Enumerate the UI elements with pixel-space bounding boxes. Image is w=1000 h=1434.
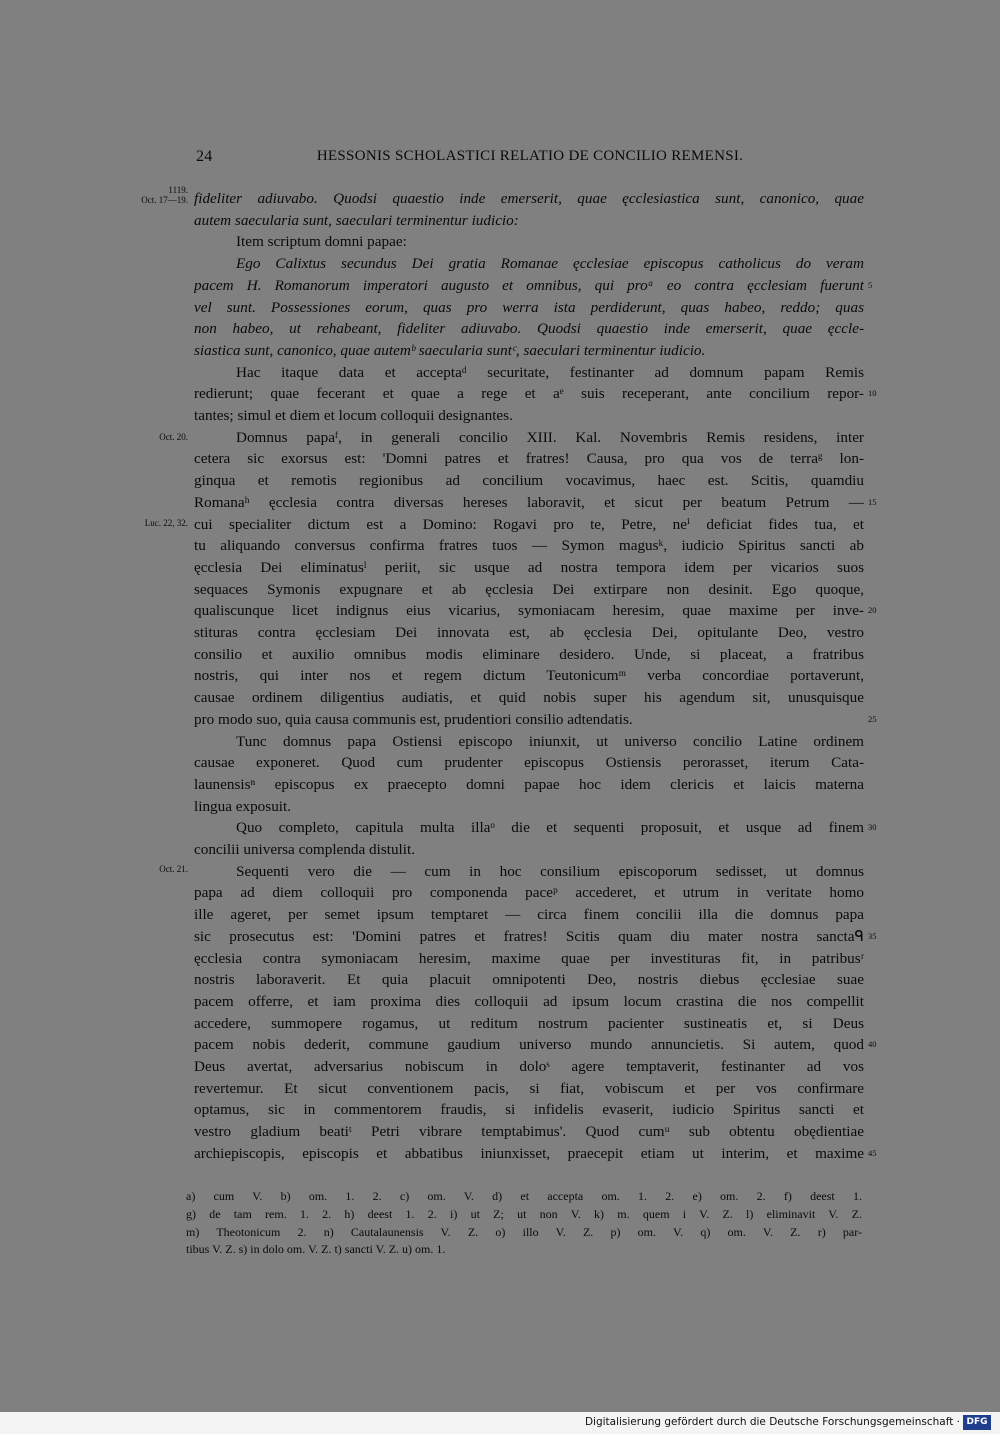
footnote-line: g) de tam rem. 1. 2. h) deest 1. 2. i) ut Z; ut non V. k) m. quem i V. Z. l) eliminavit V. Z. <box>186 1206 862 1221</box>
text-line: fideliter adiuvabo. Quodsi quaestio inde emerserit, quae ęcclesiastica sunt, canonico, quae <box>194 190 864 207</box>
line-number: 20 <box>868 605 877 616</box>
footer-bar <box>0 1412 1000 1434</box>
margin-year: 1119. <box>168 185 188 195</box>
page-number: 24 <box>196 148 213 165</box>
text-line: sic prosecutus est: 'Domini patres et fratres! Scitis quam diu mater nostra sanctaᑫ <box>194 927 864 945</box>
margin-date-2: Oct. 20. <box>159 432 188 442</box>
text-line: autem saecularia sunt, saeculari terminentur iudicio: <box>194 211 519 229</box>
text-line: cui specialiter dictum est a Domino: Rogavi pro te, Petre, neⁱ deficiat fides tua, et <box>194 515 864 533</box>
text-line: consilio et auxilio omnibus modis eliminare desidero. Unde, si placeat, a fratribus <box>194 645 864 663</box>
text-line: Sequenti vero die — cum in hoc consilium episcoporum sedisset, ut domnus <box>236 862 864 880</box>
text-line: pacem nobis dederit, commune gaudium universo mundo annuncietis. Si autem, quod <box>194 1036 864 1054</box>
text-line: launensisⁿ episcopus ex praecepto domni papae hoc idem clericis et laicis materna <box>194 775 864 793</box>
running-title: HESSONIS SCHOLASTICI RELATIO DE CONCILIO REMENSI. <box>316 148 744 164</box>
text-line: optamus, sic in commentorem fraudis, si infidelis evaserit, iudicio Spiritus sancti et <box>194 1101 864 1119</box>
text-line: papa ad diem colloquii pro componenda paceᵖ accederet, et utrum in veritate homo <box>194 884 864 902</box>
text-line: ęcclesia contra symoniacam heresim, maxime quae per investituras fit, in patribusʳ <box>194 949 864 967</box>
line-number: 40 <box>868 1039 877 1050</box>
text-line: stituras contra ęcclesiam Dei innovata est, ab ęcclesia Dei, opitulante Deo, vestro <box>194 624 864 641</box>
text-line: ille ageret, per semet ipsum temptaret — circa finem concilii illa die domnus papa <box>194 906 864 924</box>
line-number: 30 <box>868 822 877 833</box>
line-number: 25 <box>868 713 877 724</box>
text-line: pro modo suo, quia causa communis est, prudentiori consilio adtendatis. <box>194 710 633 728</box>
line-number: 15 <box>868 496 877 507</box>
text-line: tantes; simul et diem et locum colloquii designantes. <box>194 407 513 424</box>
line-number: 10 <box>868 388 877 399</box>
text-line: causae exponeret. Quod cum prudenter episcopus Ostiensis perorasset, iterum Cata- <box>194 754 864 772</box>
footnote-line: a) cum V. b) om. 1. 2. c) om. V. d) et accepta om. 1. 2. e) om. 2. f) deest 1. <box>186 1189 862 1203</box>
text-line: qualiscunque licet indignus eius vicarius, symoniacam heresim, quae maxime per inve- <box>194 602 864 620</box>
text-line: lingua exposuit. <box>194 797 292 815</box>
text-line: non habeo, ut rehabeant, fideliter adiuvabo. Quodsi quaestio inde emerserit, quae ęccle- <box>194 320 864 338</box>
text-line: Quo completo, capitula multa illaᵒ die et sequenti proposuit, et usque ad finem <box>236 819 864 837</box>
margin-date-3: Oct. 21. <box>159 864 188 874</box>
text-line: cetera sic exorsus est: 'Domni patres et fratres! Causa, pro qua vos de terraᵍ lon- <box>194 450 864 468</box>
text-line: Romanaʰ ęcclesia contra diversas hereses laboravit, et sicut per beatum Petrum — <box>194 493 864 511</box>
line-number: 5 <box>868 279 873 290</box>
text-line: tu aliquando conversus confirma fratres tuos — Symon magusᵏ, iudicio Spiritus sancti ab <box>194 537 864 555</box>
text-line: revertemur. Et sicut conventionem pacis, si fiat, vobiscum et per vos confirmare <box>194 1079 864 1097</box>
text-line: Deus avertat, adversarius nobiscum in doloˢ agere temptaverit, festinanter ad vos <box>194 1058 864 1075</box>
text-line: ęcclesia Dei eliminatusˡ periit, sic usque ad nostra tempora idem per vicarios suos <box>194 558 864 576</box>
text-line: Item scriptum domni papae: <box>236 233 407 251</box>
text-line: siastica sunt, canonico, quae autemᵇ saecularia suntᶜ, saeculari terminentur iudicio. <box>194 341 706 359</box>
text-line: nostris laboraverit. Et quia placuit omnipotenti Deo, nostris diebus ęcclesiae suae <box>194 971 864 989</box>
footer-text: Digitalisierung gefördert durch die Deutsche Forschungsgemeinschaft · <box>584 1416 960 1428</box>
text-line: vel sunt. Possessiones eorum, quas pro werra ista perdiderunt, quas habeo, reddo; quas <box>194 298 864 316</box>
text-line: pacem offerre, et iam proxima dies colloquii ad ipsum locum crastina die nos compellit <box>194 992 864 1010</box>
text-line: Tunc domnus papa Ostiensi episcopo iniunxit, ut universo concilio Latine ordinem <box>236 732 864 750</box>
line-number: 35 <box>868 930 877 941</box>
text-line: sequaces Symonis expugnare et ab ęcclesia Dei extirpare non desinit. Ego quoque, <box>194 580 864 598</box>
line-number: 45 <box>868 1147 877 1158</box>
text-line: causae ordinem diligentius audiatis, et quid nobis super his agendum sit, unusquisque <box>194 689 864 707</box>
margin-date-1: Oct. 17—19. <box>141 195 188 205</box>
text-line: vestro gladium beatiᵗ Petri vibrare temptabimus'. Quod cumᵘ sub obtentu obędientiae <box>194 1123 864 1141</box>
text-line: pacem H. Romanorum imperatori augusto et omnibus, qui proᵃ eo contra ęcclesiam fuerunt <box>194 276 864 294</box>
text-line: Ego Calixtus secundus Dei gratia Romanae ęcclesiae episcopus catholicus do veram <box>236 255 864 273</box>
text-line: archiepiscopis, episcopis et abbatibus iniunxisset, praecepit etiam ut interim, et maxime <box>194 1144 864 1162</box>
text-line: Domnus papaᶠ, in generali concilio XIII. Kal. Novembris Remis residens, inter <box>236 428 864 446</box>
footnote-line: tibus V. Z. s) in dolo om. V. Z. t) sancti V. Z. u) om. 1. <box>186 1242 446 1257</box>
text-line: redierunt; quae fecerant et quae a rege et aᵉ suis receperant, ante concilium repor- <box>194 385 864 403</box>
margin-ref: Luc. 22, 32. <box>144 518 188 528</box>
footnote-line: m) Theotonicum 2. n) Cautalaunensis V. Z. o) illo V. Z. p) om. V. q) om. V. Z. r) par- <box>186 1224 862 1239</box>
text-line: nostris, qui inter nos et regem dictum Teutonicumᵐ verba concordiae portaverunt, <box>194 667 864 685</box>
text-line: Hac itaque data et acceptaᵈ securitate, festinanter ad domnum papam Remis <box>236 363 864 381</box>
text-line: concilii universa complenda distulit. <box>194 841 416 858</box>
dfg-logo: DFG <box>963 1415 991 1430</box>
text-line: accedere, summopere rogamus, ut reditum nostrum pacienter sustineatis et, si Deus <box>194 1014 864 1032</box>
text-line: ginqua et remotis regionibus ad concilium vocavimus, haec est. Scitis, quamdiu <box>194 472 864 490</box>
